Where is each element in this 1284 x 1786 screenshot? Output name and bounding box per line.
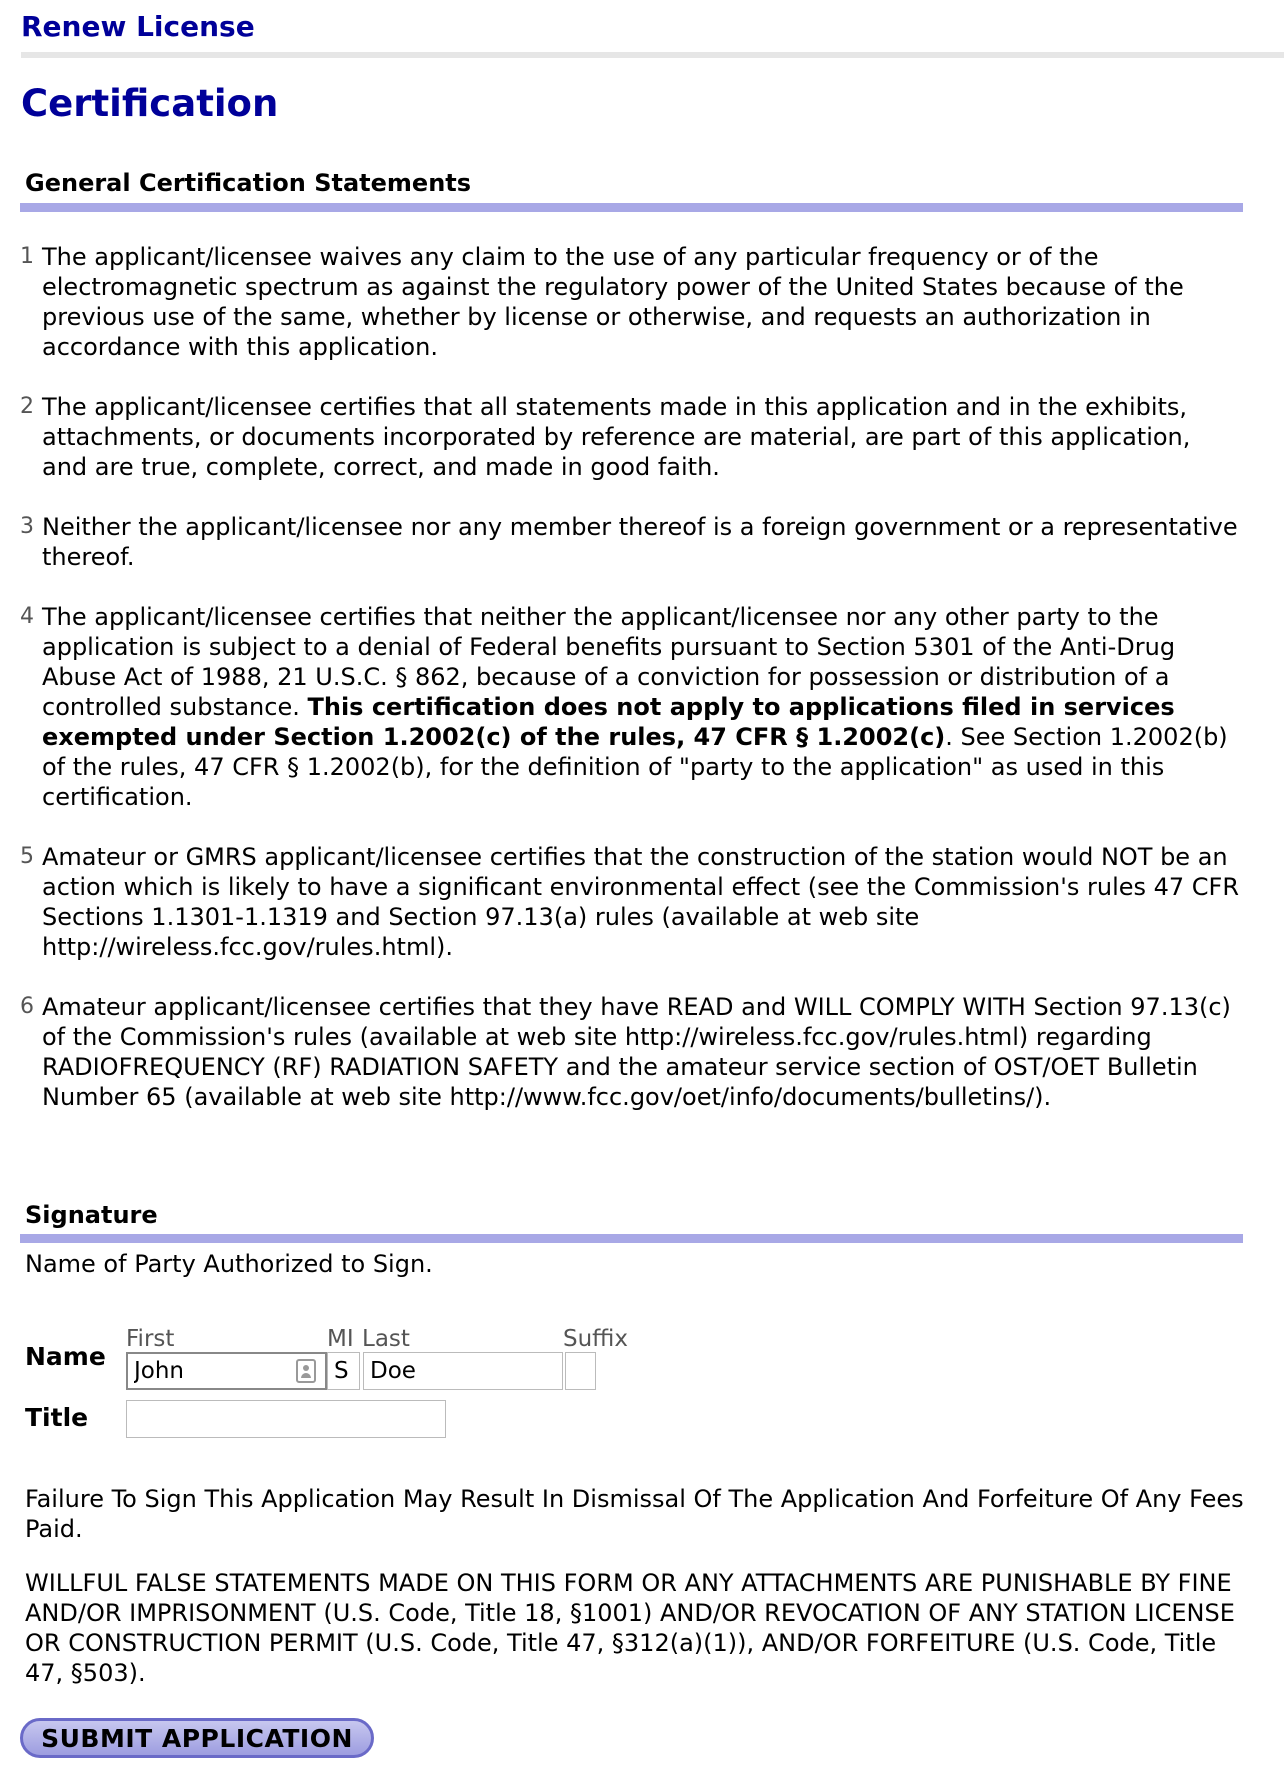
signature-heading: Signature — [25, 1201, 158, 1229]
suffix-label: Suffix — [563, 1326, 629, 1352]
signature-subtitle: Name of Party Authorized to Sign. — [25, 1250, 433, 1278]
statement-number: 5 — [20, 844, 34, 869]
statement-3 — [20, 512, 1245, 572]
name-row-label: Name — [25, 1342, 106, 1371]
false-statements-warning: WILLFUL FALSE STATEMENTS MADE ON THIS FORM OR ANY ATTACHMENTS ARE PUNISHABLE BY FINE AND/OR IMPRISONMENT (U.S. Code, Title 18, §1001) AND/OR REVOCATION OF ANY STATION LICENSE OR CONSTRUCTION PERMIT (U.S. Code, Title 47, §312(a)(1)), AND/OR FORFEITURE (U.S. Code, Title 47, §503). — [25, 1569, 1235, 1687]
statement-5 — [20, 842, 1245, 962]
middle-initial-label: MI — [327, 1326, 354, 1352]
last-name-input[interactable] — [363, 1352, 563, 1390]
middle-initial-input[interactable] — [327, 1352, 360, 1390]
page-title: Certification — [21, 82, 279, 125]
statement-number: 2 — [20, 394, 34, 419]
renew-license-heading: Renew License — [21, 10, 255, 43]
contact-card-icon[interactable] — [296, 1359, 316, 1383]
failure-notice: Failure To Sign This Application May Result In Dismissal Of The Application And Forfeiture Of Any Fees Paid. — [25, 1485, 1244, 1543]
statement-text: Amateur or GMRS applicant/licensee certifies that the construction of the station would NOT be an action which is likely to have a significant environmental effect (see the Commission's rules 47 CFR Sections 1.1301-1.1319 and Section 97.13(a) rules (available at web site http://wireless.fcc.gov/rules.html). — [42, 843, 1240, 961]
statement-text: The applicant/licensee certifies that all statements made in this application and in the exhibits, attachments, or documents incorporated by reference are material, are part of this application, and are true, complete, correct, and made in good faith. — [42, 393, 1191, 481]
statement-6 — [20, 992, 1245, 1112]
statement-text-part: The applicant/licensee certifies that neither the applicant/licensee nor any other party to the application is subject to a denial of Federal benefits pursuant to Section 5301 of the Anti-Drug Abuse Act of 1988, 21 U.S.C. § 862, because of a conviction for possession or distribution of a controlled substance. — [42, 603, 1176, 721]
statement-number: 6 — [20, 994, 34, 1019]
statement-number: 3 — [20, 514, 34, 539]
top-divider — [21, 52, 1284, 58]
statement-text — [42, 602, 1243, 812]
statement-text: The applicant/licensee waives any claim to the use of any particular frequency or of the electromagnetic spectrum as against the regulatory power of the United States because of the previous use of the same, whether by license or otherwise, and requests an authorization in accordance with this application. — [42, 243, 1184, 361]
statement-4 — [20, 602, 1245, 812]
general-statements-divider — [20, 203, 1243, 212]
statement-bold-text: This certification does not apply to applications filed in services exempted under Section 1.2002(c) of the rules, 47 CFR § 1.2002(c) — [42, 693, 1175, 751]
statement-number: 1 — [20, 244, 34, 269]
statement-text: Amateur applicant/licensee certifies that they have READ and WILL COMPLY WITH Section 97.13(c) of the Commission's rules (available at web site http://wireless.fcc.gov/rules.html) regarding RADIOFREQUENCY (RF) RADIATION SAFETY and the amateur service section of OST/OET Bulletin Number 65 (available at web site http://www.fcc.gov/oet/info/documents/bulletins/). — [42, 993, 1231, 1111]
statements-list — [20, 242, 1245, 1142]
statement-number: 4 — [20, 604, 34, 629]
suffix-input[interactable] — [565, 1352, 596, 1390]
first-name-label: First — [126, 1326, 175, 1352]
general-statements-heading: General Certification Statements — [25, 169, 472, 197]
title-row-label: Title — [25, 1403, 89, 1432]
statement-1 — [20, 242, 1245, 362]
title-input[interactable] — [126, 1400, 446, 1438]
signature-divider — [20, 1234, 1243, 1243]
last-name-label: Last — [362, 1326, 410, 1352]
statement-text-part: . See Section 1.2002(b) of the rules, 47 CFR § 1.2002(b), for the definition of "party to the application" as used in this certification. — [42, 723, 1228, 811]
statement-text: Neither the applicant/licensee nor any member thereof is a foreign government or a representative thereof. — [42, 513, 1238, 571]
statement-2 — [20, 392, 1245, 482]
submit-application-button[interactable]: SUBMIT APPLICATION — [20, 1718, 374, 1758]
